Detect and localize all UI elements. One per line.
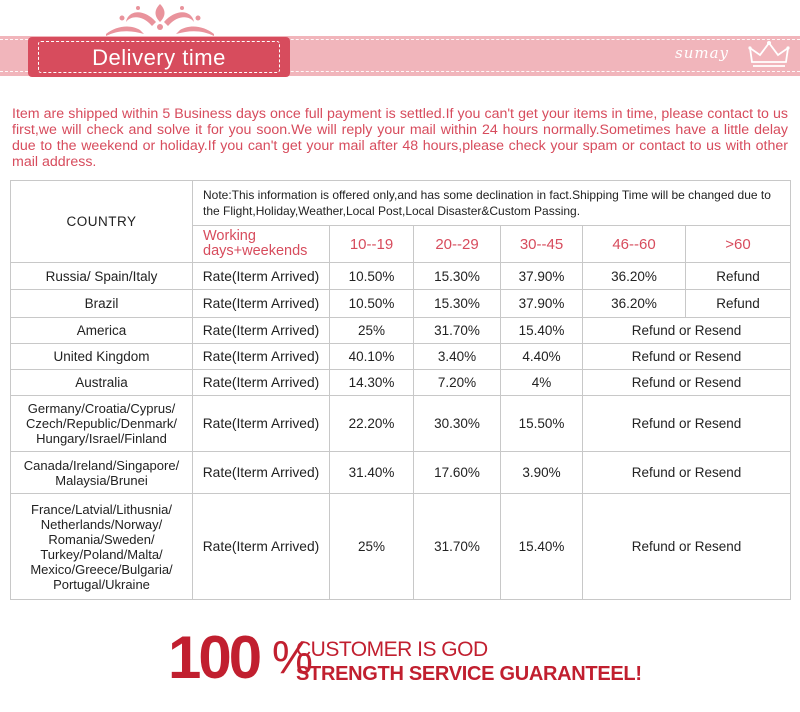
rate-value: 10.50% (330, 290, 414, 318)
rate-value: 31.40% (330, 452, 414, 494)
crown-icon (748, 40, 790, 70)
section-title (28, 37, 290, 77)
rate-label: Rate(Iterm Arrived) (193, 318, 330, 344)
rate-value: 22.20% (330, 396, 414, 452)
shipping-notice: Item are shipped within 5 Business days once full payment is settled.If you can't get your items in time, please contact to us first,we will check and solve it for you soon.We will reply your mail within 24 hours normally.Sometimes have a little delay due to the weekend or holiday.If you can't get your mail after 48 hours,please check your spam or contact to us with other mail address. (12, 106, 788, 170)
rate-value: 17.60% (414, 452, 501, 494)
rate-value: 10.50% (330, 263, 414, 290)
country-name: Australia (11, 370, 193, 396)
table-row (11, 452, 791, 494)
refund-resend: Refund or Resend (583, 344, 791, 370)
rate-value: 15.50% (501, 396, 583, 452)
rate-label: Rate(Iterm Arrived) (193, 344, 330, 370)
rate-value: 25% (330, 494, 414, 600)
range-header: 30--45 (501, 226, 583, 263)
brand-logo: sumay (675, 44, 729, 62)
table-row (11, 494, 791, 600)
country-name: America (11, 318, 193, 344)
country-name: Germany/Croatia/Cyprus/ Czech/Republic/Denmark/ Hungary/Israel/Finland (11, 396, 193, 452)
table-note: Note:This information is offered only,and has some declination in fact.Shipping Time will be changed due to the Flight,Holiday,Weather,Local Post,Local Disaster&Custom Passing. (193, 181, 791, 226)
table-row (11, 396, 791, 452)
country-name: United Kingdom (11, 344, 193, 370)
percent-sign: % (272, 631, 313, 683)
rate-label: Rate(Iterm Arrived) (193, 290, 330, 318)
rate-label: Rate(Iterm Arrived) (193, 370, 330, 396)
country-name: Brazil (11, 290, 193, 318)
table-row (11, 344, 791, 370)
rate-value: 36.20% (583, 290, 686, 318)
table-row (11, 318, 791, 344)
refund-resend: Refund or Resend (583, 318, 791, 344)
rate-value: 7.20% (414, 370, 501, 396)
working-days-header: Working days+weekends (193, 226, 330, 263)
ornament-icon (100, 0, 220, 38)
refund-resend: Refund or Resend (583, 452, 791, 494)
rate-value: 37.90% (501, 263, 583, 290)
refund-resend: Refund or Resend (583, 396, 791, 452)
slogan-line-1: CUSTOMER IS GOD (296, 638, 488, 661)
section-title-text: Delivery time (92, 45, 226, 70)
rate-value: 15.30% (414, 290, 501, 318)
country-name: Canada/Ireland/Singapore/ Malaysia/Brunei (11, 452, 193, 494)
rate-value: 36.20% (583, 263, 686, 290)
range-header: 20--29 (414, 226, 501, 263)
range-header: >60 (686, 226, 791, 263)
rate-label: Rate(Iterm Arrived) (193, 396, 330, 452)
table-row (11, 370, 791, 396)
slogan-line-2: STRENGTH SERVICE GUARANTEEL! (296, 663, 642, 685)
hundred-number: 100 (168, 624, 260, 691)
rate-value: 30.30% (414, 396, 501, 452)
rate-value: Refund (686, 290, 791, 318)
rate-value: 37.90% (501, 290, 583, 318)
table-row (11, 290, 791, 318)
rate-value: 4% (501, 370, 583, 396)
rate-value: 25% (330, 318, 414, 344)
country-header: COUNTRY (11, 181, 193, 263)
rate-value: 15.40% (501, 494, 583, 600)
guarantee-slogan (168, 624, 688, 691)
rate-value: 4.40% (501, 344, 583, 370)
rate-value: Refund (686, 263, 791, 290)
rate-label: Rate(Iterm Arrived) (193, 263, 330, 290)
rate-value: 31.70% (414, 494, 501, 600)
refund-resend: Refund or Resend (583, 370, 791, 396)
rate-value: 15.40% (501, 318, 583, 344)
rate-value: 40.10% (330, 344, 414, 370)
country-name: Russia/ Spain/Italy (11, 263, 193, 290)
rate-value: 3.90% (501, 452, 583, 494)
range-header: 46--60 (583, 226, 686, 263)
country-name: France/Latvial/Lithusnia/ Netherlands/Norway/ Romania/Sweden/ Turkey/Poland/Malta/ Mexico/Greece/Bulgaria/ Portugal/Ukraine (11, 494, 193, 600)
rate-value: 3.40% (414, 344, 501, 370)
rate-value: 15.30% (414, 263, 501, 290)
rate-value: 31.70% (414, 318, 501, 344)
rate-value: 14.30% (330, 370, 414, 396)
shipping-table (10, 180, 791, 600)
rate-label: Rate(Iterm Arrived) (193, 494, 330, 600)
refund-resend: Refund or Resend (583, 494, 791, 600)
rate-label: Rate(Iterm Arrived) (193, 452, 330, 494)
table-row (11, 263, 791, 290)
range-header: 10--19 (330, 226, 414, 263)
